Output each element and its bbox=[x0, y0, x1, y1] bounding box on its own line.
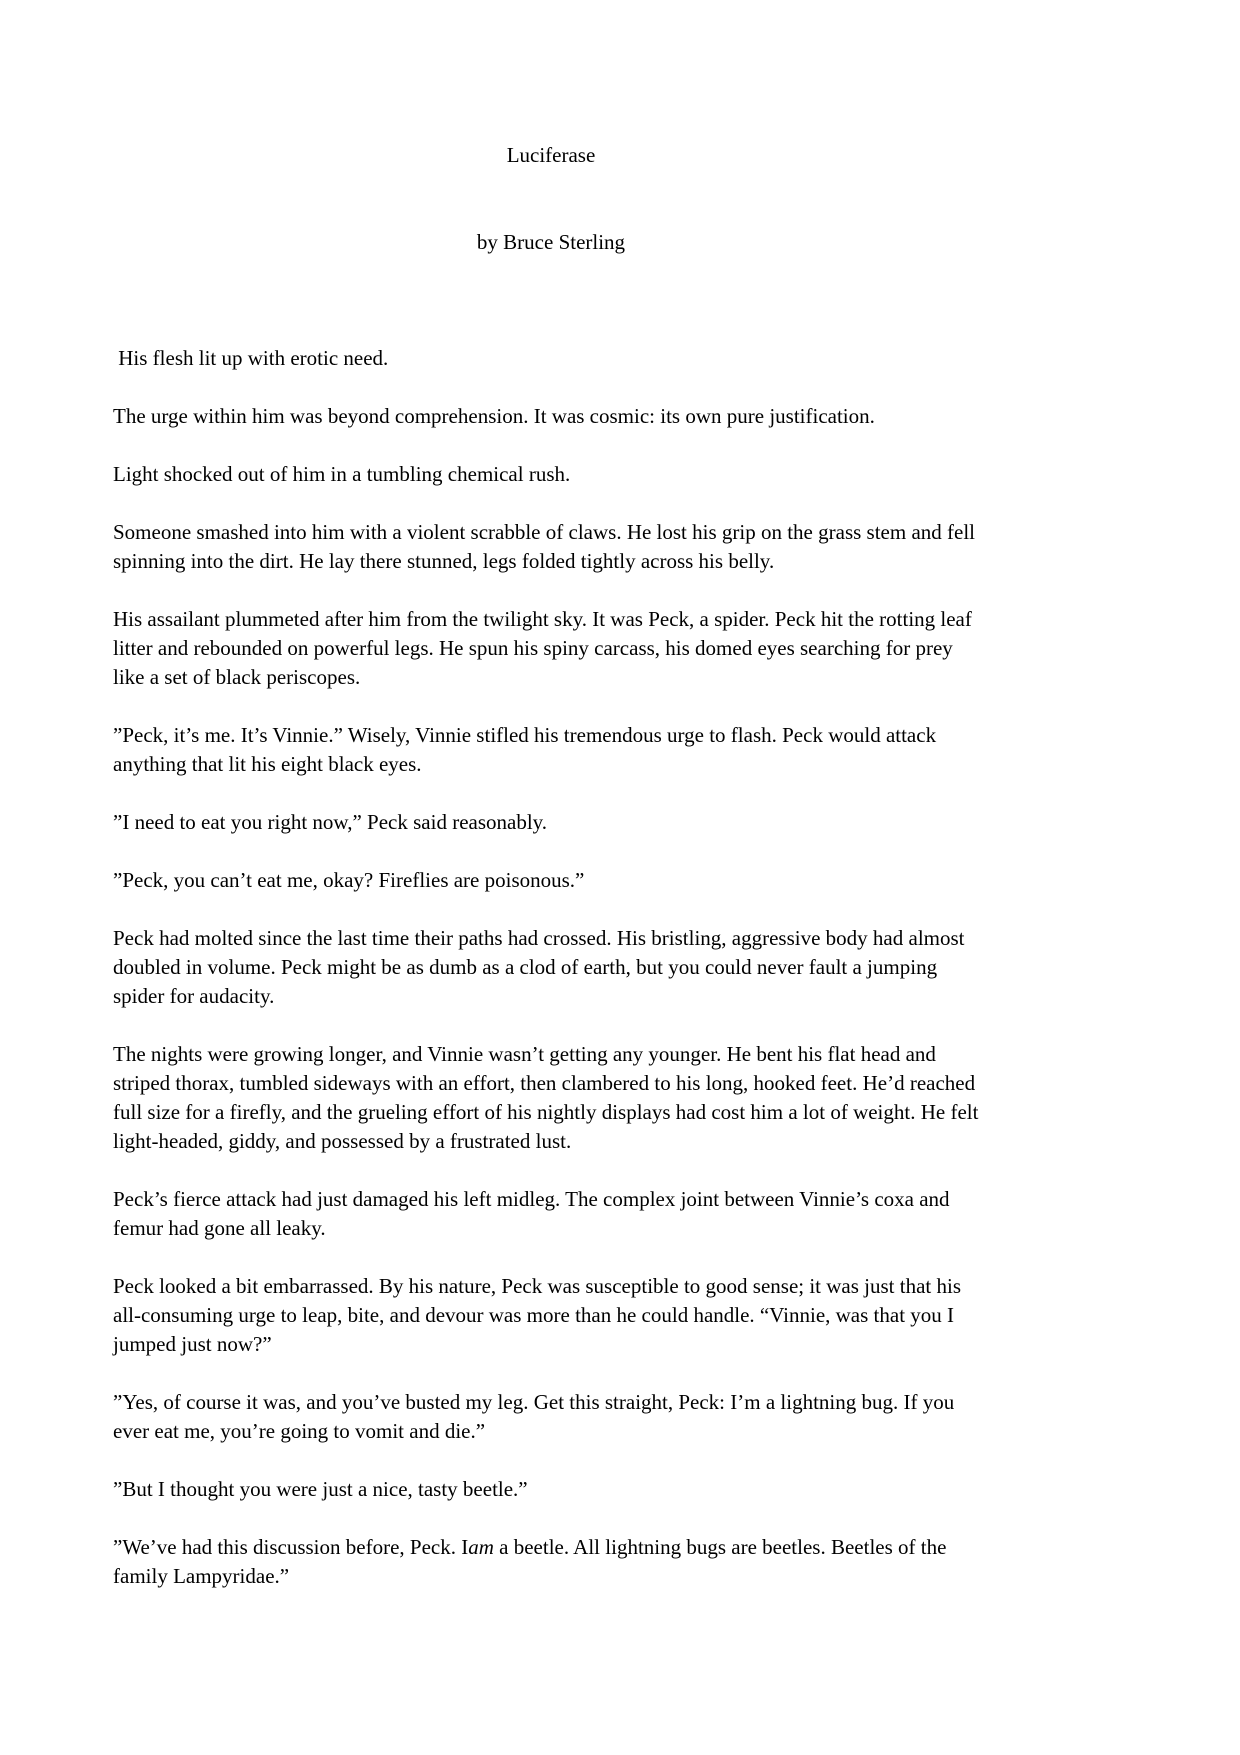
paragraph: ”But I thought you were just a nice, tasty beetle.” bbox=[113, 1477, 528, 1501]
paragraph: His assailant plummeted after him from the twilight sky. It was Peck, a spider. Peck hit the rotting leaf litter and rebounded on powerful legs. He spun his spiny carcass, his domed eyes searching for prey like a set of black periscopes. bbox=[113, 607, 978, 689]
paragraph: ”Peck, it’s me. It’s Vinnie.” Wisely, Vinnie stifled his tremendous urge to flash. Peck would attack anything that lit his eight black eyes. bbox=[113, 723, 942, 776]
paragraph: Peck looked a bit embarrassed. By his nature, Peck was susceptible to good sense; it was just that his all-consuming urge to leap, bite, and devour was more than he could handle. “Vinnie, was that you I jumped just now?” bbox=[113, 1274, 967, 1356]
paragraph-final-italic: am bbox=[468, 1535, 494, 1559]
document-byline: by Bruce Sterling bbox=[476, 230, 626, 254]
paragraph: Peck had molted since the last time their paths had crossed. His bristling, aggressive body had almost doubled in volume. Peck might be as dumb as a clod of earth, but you could never fault a jumping spider for audacity. bbox=[113, 926, 970, 1008]
paragraph: ”Yes, of course it was, and you’ve busted my leg. Get this straight, Peck: I’m a lightning bug. If you ever eat me, you’re going to vomit and die.” bbox=[113, 1390, 960, 1443]
paragraph: Peck’s fierce attack had just damaged his left midleg. The complex joint between Vinnie’s coxa and femur had gone all leaky. bbox=[113, 1187, 955, 1240]
paragraph: Light shocked out of him in a tumbling chemical rush. bbox=[113, 462, 571, 486]
paragraph: Someone smashed into him with a violent scrabble of claws. He lost his grip on the grass stem and fell spinning into the dirt. He lay there stunned, legs folded tightly across his belly. bbox=[113, 520, 981, 573]
paragraph: ”Peck, you can’t eat me, okay? Fireflies are poisonous.” bbox=[113, 868, 585, 892]
paragraph-final-pre: ”We’ve had this discussion before, Peck. I bbox=[113, 1535, 469, 1559]
paragraph: His flesh lit up with erotic need. bbox=[113, 346, 389, 370]
paragraph: ”I need to eat you right now,” Peck said reasonably. bbox=[113, 810, 548, 834]
paragraph bbox=[113, 1533, 989, 1591]
paragraph-final-post: a beetle. All lightning bugs are beetles. Beetles of the family Lampyridae.” bbox=[113, 1535, 952, 1588]
document-title: Luciferase bbox=[506, 143, 596, 167]
paragraph: The nights were growing longer, and Vinnie wasn’t getting any younger. He bent his flat head and striped thorax, tumbled sideways with an effort, then clambered to his long, hooked feet. He’d reached full size for a firefly, and the grueling effort of his nightly displays had cost him a lot of weight. He felt light-headed, giddy, and possessed by a frustrated lust. bbox=[113, 1042, 984, 1153]
paragraph: The urge within him was beyond comprehension. It was cosmic: its own pure justification. bbox=[113, 404, 875, 428]
